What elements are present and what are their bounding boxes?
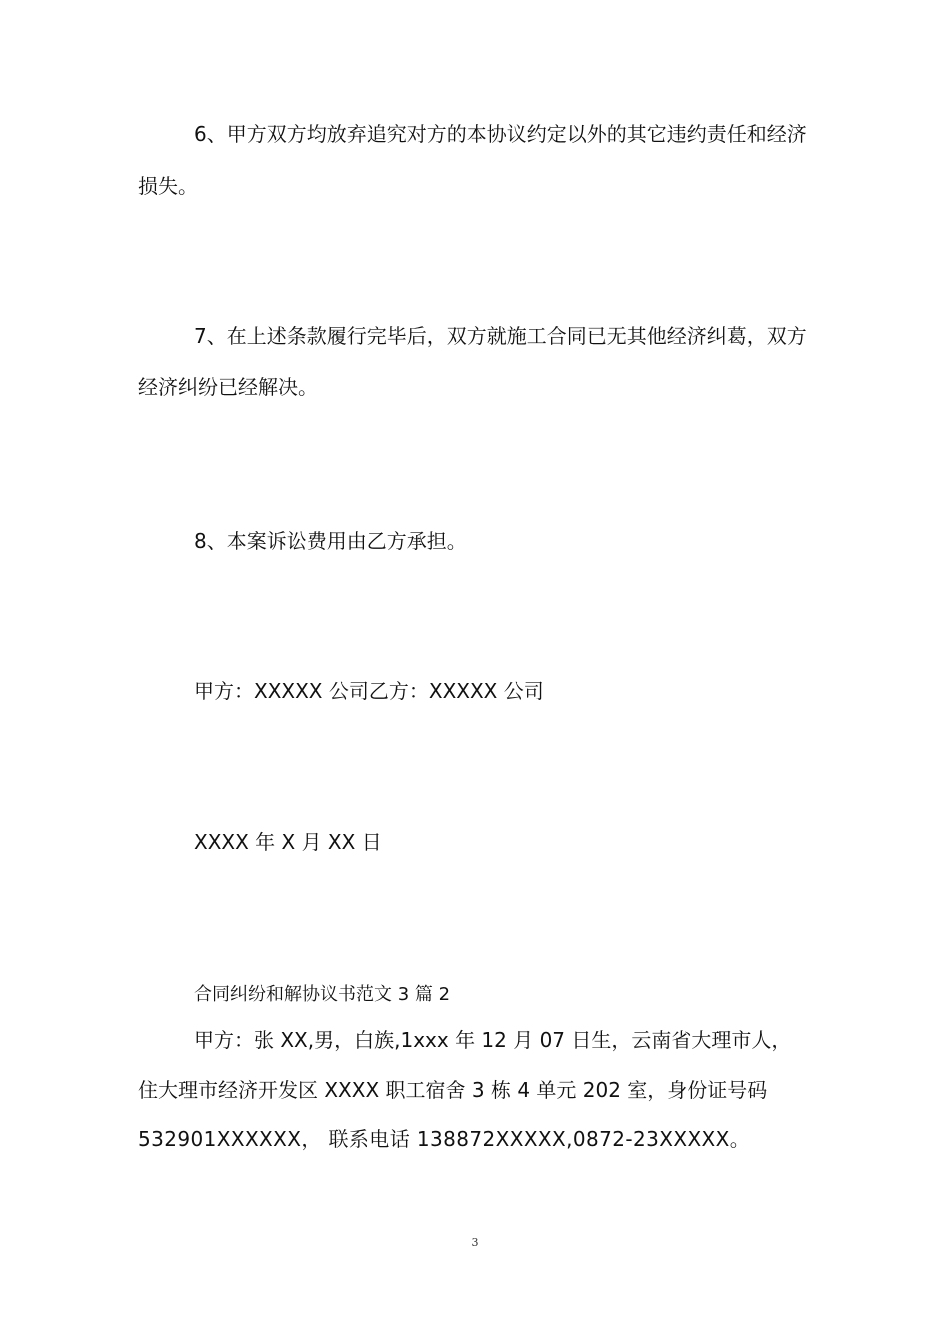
section-title: 合同纠纷和解协议书范文 3 篇 2 [194, 984, 451, 1005]
clause-8: 8、本案诉讼费用由乙方承担。 [194, 529, 467, 553]
clause-6-line-2: 损失。 [138, 174, 198, 198]
clause-6-line-1: 6、甲方双方均放弃追究对方的本协议约定以外的其它违约责任和经济 [194, 122, 807, 146]
clause-7-line-1: 7、在上述条款履行完毕后，双方就施工合同已无其他经济纠葛，双方 [194, 324, 807, 348]
party-a-line-2: 住大理市经济开发区 XXXX 职工宿舍 3 栋 4 单元 202 室，身份证号码 [138, 1078, 768, 1102]
party-a-line-1: 甲方：张 XX,男，白族,1xxx 年 12 月 07 日生，云南省大理市人， [194, 1028, 792, 1052]
clause-7-line-2: 经济纠纷已经解决。 [138, 375, 318, 399]
page-number: 3 [471, 1236, 479, 1249]
date-line: XXXX 年 X 月 XX 日 [194, 830, 382, 854]
signature-line: 甲方：XXXXX 公司乙方：XXXXX 公司 [194, 679, 544, 703]
party-a-line-3: 532901XXXXXX， 联系电话 138872XXXXX,0872-23XXXXX。 [138, 1127, 751, 1151]
